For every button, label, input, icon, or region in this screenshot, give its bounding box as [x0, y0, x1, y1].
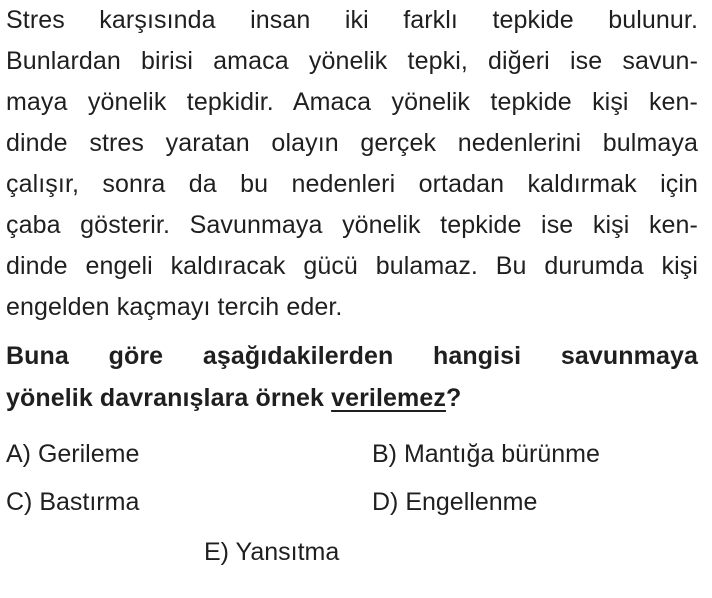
- passage-line: maya yönelik tepkidir. Amaca yönelik tepkide kişi ken-: [6, 88, 698, 116]
- question-line-1: Buna göre aşağıdakilerden hangisi savunmaya: [6, 342, 698, 370]
- passage-line: engelden kaçmayı tercih eder.: [6, 293, 343, 321]
- option-e[interactable]: E) Yansıtma: [204, 538, 340, 566]
- passage-line: çaba gösterir. Savunmaya yönelik tepkide ise kişi ken-: [6, 211, 698, 239]
- option-d[interactable]: D) Engellenme: [372, 488, 538, 516]
- option-b[interactable]: B) Mantığa bürünme: [372, 440, 600, 468]
- negative-keyword: verilemez: [331, 384, 446, 412]
- passage-line: dinde engeli kaldıracak gücü bulamaz. Bu durumda kişi: [6, 252, 698, 280]
- question-prefix: yönelik davranışlara örnek: [6, 384, 332, 412]
- passage-text: [6, 0, 698, 328]
- passage-line: Bunlardan birisi amaca yönelik tepki, diğeri ise savun-: [6, 47, 698, 75]
- option-c[interactable]: C) Bastırma: [6, 488, 140, 516]
- question-mark: ?: [445, 384, 462, 412]
- passage-line: dinde stres yaratan olayın gerçek nedenlerini bulmaya: [6, 129, 698, 157]
- option-a[interactable]: A) Gerileme: [6, 440, 140, 468]
- question-stem: [6, 335, 698, 419]
- passage-line: çalışır, sonra da bu nedenleri ortadan kaldırmak için: [6, 170, 698, 198]
- passage-line: Stres karşısında insan iki farklı tepkide bulunur.: [6, 6, 698, 34]
- question-line-2: [6, 377, 698, 419]
